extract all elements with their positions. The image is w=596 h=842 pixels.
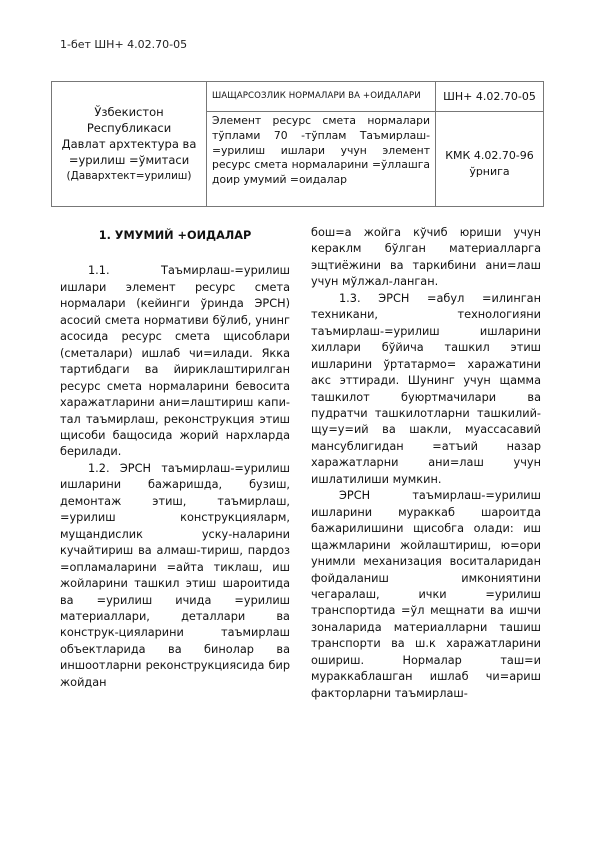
paragraph: 1.3. ЭРСН =абул =илинган техникани, технологияни таъмирлаш-=урилиш ишларини хиллари бўйича ташкил этиш ишларини ўртатармо= харажатини акс эттиради. Шунинг учун щамма ташкилот буюртмачилари ва пудратчи ташкилотларни ташкилий-щу=у=ий ва шакли, муассасавий мансублигидан =атъий назар харажатларни ани=лаш учун ишлатилиши мумкин. bbox=[311, 291, 541, 486]
paragraph: 1.1. Таъмирлаш-=урилиш ишлари элемент ресурс смета нормалари (кейинги ўринда ЭРСН) асосий смета нормативи бўлиб, унинг асосида ресурс смета щисоблари (сметалари) ишлаб чи=илади. Якка тартибдаги ва йириклаштирилган ресурс смета нормаларини бевосита харажатларини ани=лаштириш капи-тал таъмирлаш, реконструкция этиш щисоби бащосида жорий нархларда берилади. bbox=[60, 264, 290, 459]
org-line: Ўзбекистон bbox=[94, 105, 164, 119]
org-line: (Давархтект=урилиш) bbox=[66, 170, 192, 182]
page-header: 1-бет ШН+ 4.02.70-05 bbox=[60, 38, 188, 51]
left-column bbox=[60, 224, 290, 691]
paragraph: бош=а жойга кўчиб юриши учун кераклм бўлган материалларга эщтиёжини ва таркибини ани=лаш учун мўлжал-ланган. bbox=[311, 226, 541, 289]
document-info-table bbox=[51, 81, 544, 207]
document-description: Элемент ресурс смета нормалари тўплами 70 -тўплам Таъмирлаш-=урилиш ишлари учун элемент ресурс смета нормаларини =ўллашга доир умумий =оидалар bbox=[207, 112, 436, 206]
replaces-note: КМК 4.02.70-96 ўрнига bbox=[445, 149, 534, 178]
norms-section-title: ШАЩАРСОЗЛИК НОРМАЛАРИ ВА +ОИДАЛАРИ bbox=[207, 82, 436, 112]
section-heading: 1. УМУМИЙ +ОИДАЛАР bbox=[98, 229, 252, 242]
organization-cell bbox=[52, 82, 207, 206]
org-line: =урилиш =ўмитаси bbox=[68, 153, 190, 167]
org-line: Давлат архтектура ва bbox=[61, 137, 197, 151]
right-column bbox=[311, 225, 541, 702]
paragraph: 1.2. ЭРСН таъмирлаш-=урилиш ишларини бажаришда, бузиш, демонтаж этиш, таъмирлаш, =урилиш конструкцияларм, мущандислик уску-наларини кучайтириш ва алмаш-тириш, пардоз =опламаларини =айта тиклаш, иш жойларини ташкил этиш шароитида ва =урилиш ичида =урилиш материаллари, деталлари ва конструк-цияларини таъмирлаш объектларида ва бинолар ва иншоотларни реконструкциясида бир жойдан bbox=[60, 461, 290, 689]
document-code: ШН+ 4.02.70-05 bbox=[436, 82, 543, 112]
org-line: Республикаси bbox=[86, 121, 172, 135]
paragraph: ЭРСН таъмирлаш-=урилиш ишларини мураккаб шароитда бажарилишини щисобга олади: иш щажмларини жойлаштириш, ю=ори унимли механизация воситаларидан фойдаланиш имкониятини чегаралаш, ички =урилиш транспортида =ўл мещнати ва ишчи зоналарида материалларни ташиш транспорти ва ш.к харажатларини ошириш. Нормалар таш=и мураккаблашган ишлаб чи=ариш факторларни таъмирлаш- bbox=[311, 489, 541, 700]
